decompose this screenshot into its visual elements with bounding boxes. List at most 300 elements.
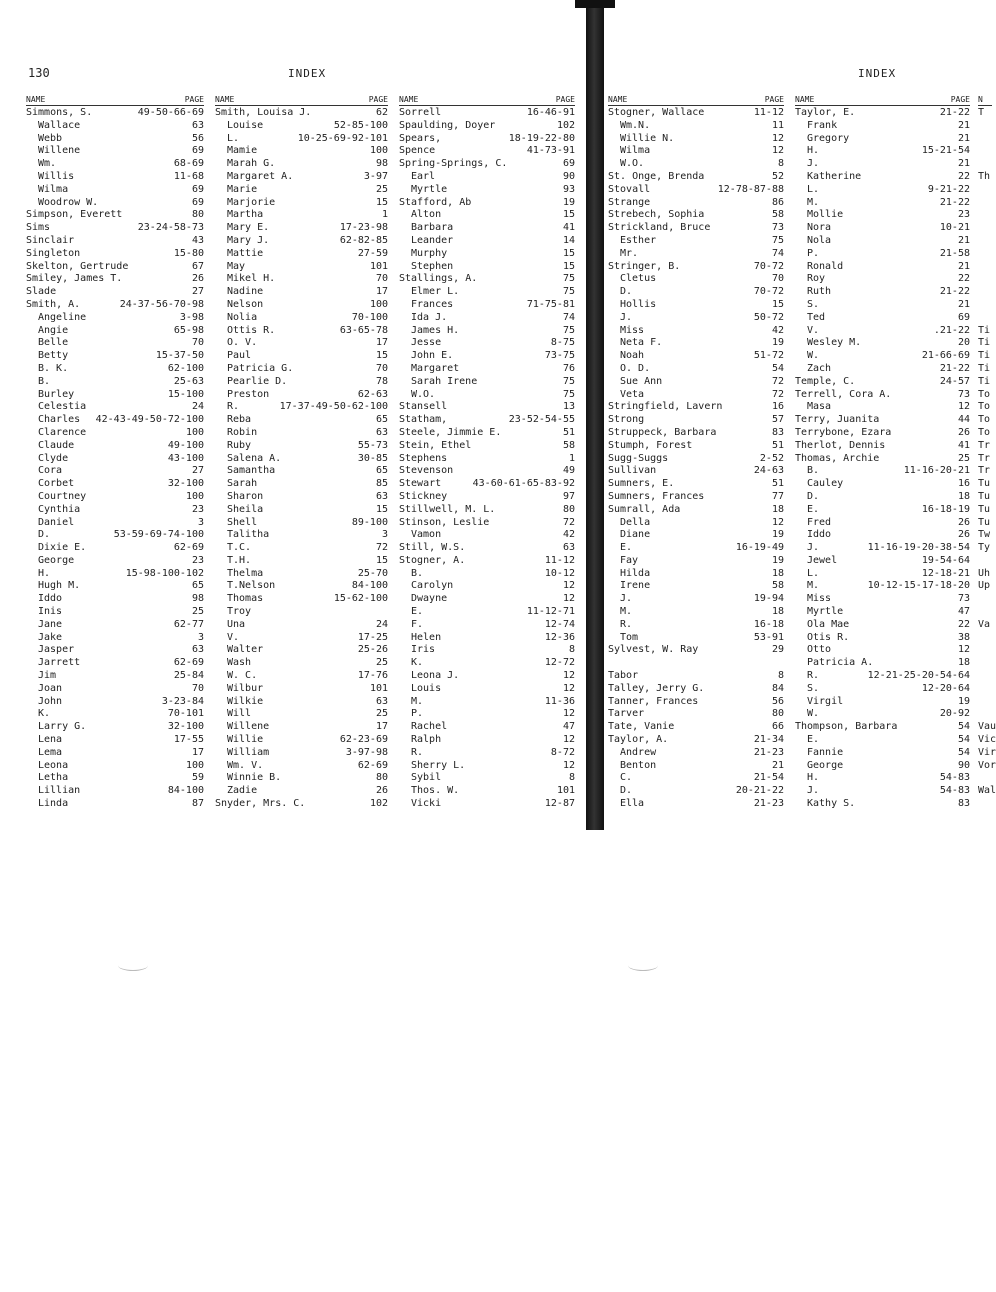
entry-pages: 41 (562, 222, 575, 234)
entry-name: Noah (620, 350, 645, 362)
entry-pages: 102 (556, 119, 575, 131)
index-entry (215, 734, 388, 747)
entry-pages: 12-18-21 (921, 567, 970, 579)
entry-name: Strange (608, 196, 651, 208)
entry-name: Ida J. (411, 311, 448, 323)
entry-pages: 80 (375, 772, 388, 784)
index-entry (795, 453, 970, 466)
entry-pages: 8 (568, 772, 575, 784)
index-entry (399, 133, 575, 146)
entry-name: Sugg-Suggs (608, 452, 669, 464)
entry-name: Spears, (399, 132, 442, 144)
index-entry (795, 120, 970, 133)
entry-pages: 27 (191, 465, 204, 477)
entry-pages: 75 (562, 388, 575, 400)
entry-name: Tate, Vanie (608, 721, 675, 733)
entry-name: Hilda (620, 567, 651, 579)
index-entry (978, 568, 992, 581)
entry-pages: 10-12 (544, 567, 575, 579)
index-entry (215, 772, 388, 785)
entry-name (978, 158, 984, 171)
entry-pages: 18 (771, 606, 784, 618)
index-entry (978, 708, 992, 721)
entry-name: John E. (411, 350, 454, 362)
entry-name: J. (807, 785, 820, 797)
entry-name: Diane (620, 529, 651, 541)
index-entry (399, 696, 575, 709)
entry-name: Pearlie D. (227, 375, 288, 387)
entry-name: Struppeck, Barbara (608, 426, 717, 438)
index-entry (795, 133, 970, 146)
entry-pages: 65-98 (173, 324, 204, 336)
entry-pages: 70-72 (753, 286, 784, 298)
entry-pages: 19 (771, 529, 784, 541)
index-entry (26, 555, 204, 568)
index-entry (978, 209, 992, 222)
index-entry (608, 248, 784, 261)
entry-pages: 58 (562, 439, 575, 451)
index-entry (608, 427, 784, 440)
entry-pages: 70 (191, 682, 204, 694)
name-header: N (978, 95, 983, 104)
entry-pages: 14 (562, 234, 575, 246)
index-entry (795, 325, 970, 338)
entry-name: Nolia (227, 311, 258, 323)
entry-pages: 67 (191, 260, 204, 272)
entry-name: Hugh M. (38, 580, 81, 592)
entry-pages: 21 (957, 234, 970, 246)
index-entry (795, 363, 970, 376)
index-entry (608, 222, 784, 235)
entry-pages: 72 (771, 375, 784, 387)
entry-name: Shell (227, 516, 258, 528)
entry-pages: 21-22 (939, 196, 970, 208)
entry-name: Jewel (807, 554, 838, 566)
entry-name: Dwayne (411, 593, 448, 605)
entry-pages: 73 (771, 222, 784, 234)
index-entry (26, 261, 204, 274)
entry-pages: 3 (381, 529, 388, 541)
entry-pages: 69 (957, 311, 970, 323)
entry-name: Reba (227, 414, 252, 426)
entry-name: Cletus (620, 273, 657, 285)
index-entry (399, 798, 575, 811)
index-entry (978, 644, 992, 657)
index-entry (978, 721, 996, 734)
entry-name: Daniel (38, 516, 75, 528)
index-entry (795, 248, 970, 261)
entry-name: Willie N. (620, 132, 675, 144)
entry-pages: 77 (771, 490, 784, 502)
entry-pages: 73-75 (544, 350, 575, 362)
index-entry (215, 376, 388, 389)
entry-name: Vor (978, 759, 996, 771)
entry-name: Stallings, A. (399, 273, 478, 285)
index-entry (795, 721, 970, 734)
entry-pages: 18 (957, 490, 970, 502)
index-entry (608, 568, 784, 581)
entry-name: May (227, 260, 246, 272)
entry-name: Cauley (807, 478, 844, 490)
index-entry (215, 542, 388, 555)
index-entry (399, 517, 575, 530)
entry-name: Fannie (807, 746, 844, 758)
entry-pages: 52 (771, 170, 784, 182)
index-entry (795, 337, 970, 350)
index-entry (215, 478, 388, 491)
index-entry (978, 734, 996, 747)
entry-name: E. (807, 734, 820, 746)
index-entry (399, 158, 575, 171)
index-entry (399, 389, 575, 402)
entry-pages: 84-100 (351, 580, 388, 592)
entry-name: Jim (38, 670, 57, 682)
index-entry (399, 555, 575, 568)
index-entry (608, 670, 784, 683)
entry-pages: 54 (957, 721, 970, 733)
index-entry (215, 670, 388, 683)
entry-pages: 25-84 (173, 670, 204, 682)
index-entry (215, 747, 388, 760)
entry-name: Sumners, Frances (608, 490, 705, 502)
entry-pages: 17-55 (173, 734, 204, 746)
entry-name: Clyde (38, 452, 69, 464)
index-entry (215, 555, 388, 568)
index-entry (795, 772, 970, 785)
index-entry (26, 171, 204, 184)
index-entry (399, 145, 575, 158)
entry-name (978, 312, 984, 325)
index-entry (215, 440, 388, 453)
entry-pages: 12 (957, 644, 970, 656)
index-entry (399, 414, 575, 427)
index-entry (399, 261, 575, 274)
entry-pages: 3-97 (363, 170, 388, 182)
entry-name: M. (620, 606, 633, 618)
entry-name: Otto (807, 644, 832, 656)
entry-pages: 25 (375, 183, 388, 195)
index-entry (215, 273, 388, 286)
page-header: PAGE (184, 95, 204, 104)
entry-pages: 11-68 (173, 170, 204, 182)
entry-name: Tarver (608, 708, 645, 720)
entry-pages: 15 (562, 247, 575, 259)
index-entry (978, 350, 992, 363)
entry-pages: 12 (562, 734, 575, 746)
index-entry (215, 517, 388, 530)
entry-pages: 17-25 (357, 631, 388, 643)
index-entry (26, 209, 204, 222)
entry-pages: 21-23 (753, 798, 784, 810)
index-entry (978, 606, 992, 619)
entry-pages: 23-24-58-73 (137, 222, 204, 234)
entry-pages: 21 (771, 759, 784, 771)
column-header (795, 95, 970, 106)
index-entry (26, 325, 204, 338)
entry-name: Nora (807, 222, 832, 234)
entry-name: Ronald (807, 260, 844, 272)
entry-pages: 63 (375, 426, 388, 438)
index-entry (795, 209, 970, 222)
entry-pages: 11 (771, 119, 784, 131)
entry-name: Fred (807, 516, 832, 528)
entry-name: Stephens (399, 452, 448, 464)
index-entry (608, 785, 784, 798)
index-entry (26, 593, 204, 606)
index-entry (795, 389, 970, 402)
entry-pages: 11-12-71 (526, 606, 575, 618)
entry-pages: 38 (957, 631, 970, 643)
entry-pages: 24-37-56-70-98 (119, 298, 204, 310)
index-entry (215, 235, 388, 248)
index-entry (795, 760, 970, 773)
entry-pages: 15 (375, 350, 388, 362)
entry-pages: 12-20-64 (921, 682, 970, 694)
entry-name: Tr (978, 439, 991, 451)
entry-name: L. (807, 183, 820, 195)
index-entry (215, 350, 388, 363)
entry-pages: 69 (191, 145, 204, 157)
entry-pages: 100 (369, 298, 388, 310)
index-entry (26, 197, 204, 210)
entry-name: Frances (411, 298, 454, 310)
entry-name: Samantha (227, 465, 276, 477)
entry-name: Ola Mae (807, 618, 850, 630)
entry-pages: 3-97-98 (345, 746, 388, 758)
index-entry (215, 657, 388, 670)
index-entry (26, 696, 204, 709)
entry-name: Mamie (227, 145, 258, 157)
entry-name: Neta F. (620, 337, 663, 349)
entry-pages: 90 (957, 759, 970, 771)
entry-name (978, 593, 984, 606)
entry-name: R. (620, 618, 633, 630)
index-entry (26, 222, 204, 235)
index-entry (399, 657, 575, 670)
entry-pages: 54-83 (939, 772, 970, 784)
index-entry (608, 504, 784, 517)
entry-name: Stumph, Forest (608, 439, 693, 451)
index-entry (608, 389, 784, 402)
entry-name: To (978, 426, 991, 438)
entry-pages: 21-58 (939, 247, 970, 259)
entry-pages: 76 (562, 362, 575, 374)
entry-name: William (227, 746, 270, 758)
index-entries (608, 107, 784, 811)
entry-pages: 66 (771, 721, 784, 733)
entry-pages: 17 (375, 337, 388, 349)
index-entry (26, 235, 204, 248)
entry-pages: 12 (771, 516, 784, 528)
entry-pages: 63-65-78 (339, 324, 388, 336)
entry-name: Snyder, Mrs. C. (215, 798, 306, 810)
entry-name: Tw (978, 529, 991, 541)
index-entry (795, 644, 970, 657)
entry-name: O. V. (227, 337, 258, 349)
entry-name: Lema (38, 746, 63, 758)
index-entry (26, 734, 204, 747)
index-entry (978, 785, 996, 798)
entry-name: J. (620, 593, 633, 605)
entry-pages: 54-83 (939, 785, 970, 797)
entry-name: Myrtle (411, 183, 448, 195)
entry-pages: 11-12 (544, 554, 575, 566)
index-entry (215, 696, 388, 709)
entry-name: Vir (978, 746, 996, 758)
index-entry (26, 376, 204, 389)
index-entry (26, 504, 204, 517)
entry-pages: 12 (771, 132, 784, 144)
index-entry (795, 478, 970, 491)
entry-pages: 11-12 (753, 107, 784, 118)
entry-pages: 62-69 (173, 657, 204, 669)
entry-name: W. (807, 708, 820, 720)
entry-pages: 8-72 (550, 746, 575, 758)
entry-name: Stogner, A. (399, 554, 466, 566)
entry-name: Sorrell (399, 107, 442, 118)
entry-name: T.H. (227, 554, 252, 566)
entry-pages: 55-73 (357, 439, 388, 451)
entry-name: Barbara (411, 222, 454, 234)
page-header: PAGE (764, 95, 784, 104)
index-entry (215, 363, 388, 376)
entry-name: L. (807, 567, 820, 579)
index-entry (399, 376, 575, 389)
entry-name: Angeline (38, 311, 87, 323)
index-entry (399, 286, 575, 299)
index-entry (399, 708, 575, 721)
index-entry (608, 798, 784, 811)
entry-name (978, 273, 984, 286)
entry-name: Skelton, Gertrude (26, 260, 129, 272)
entry-pages: 8 (777, 158, 784, 170)
entry-pages: 29 (771, 644, 784, 656)
entry-name: Wm. (38, 158, 57, 170)
entry-name: Simpson, Everett (26, 209, 123, 221)
entry-name: Thomas (227, 593, 264, 605)
entry-name: J. (620, 311, 633, 323)
entry-pages: 16 (957, 478, 970, 490)
entry-name: Dixie E. (38, 542, 87, 554)
entry-pages: 18 (771, 567, 784, 579)
entry-name: Ti (978, 362, 991, 374)
index-entry (608, 440, 784, 453)
index-entry (399, 184, 575, 197)
index-entry (978, 670, 992, 683)
index-entry (215, 529, 388, 542)
entry-pages: 15 (375, 554, 388, 566)
entry-pages: 25 (375, 708, 388, 720)
right-page-title: INDEX (858, 67, 897, 80)
index-entry (608, 197, 784, 210)
entry-name: Helen (411, 631, 442, 643)
index-entry (608, 312, 784, 325)
entry-name: Otis R. (807, 631, 850, 643)
scan-smudge (118, 960, 148, 971)
entry-pages: 16-18 (753, 618, 784, 630)
entry-name: Sumrall, Ada (608, 503, 681, 515)
index-entry (608, 542, 784, 555)
entry-pages: 43 (191, 234, 204, 246)
entry-name: Iddo (38, 593, 63, 605)
index-entry (399, 478, 575, 491)
entry-pages: 65 (191, 580, 204, 592)
index-entry (399, 568, 575, 581)
entry-pages: 8-75 (550, 337, 575, 349)
entry-name: Wesley M. (807, 337, 862, 349)
index-entry (399, 209, 575, 222)
index-entry (978, 580, 992, 593)
index-entry (608, 133, 784, 146)
entry-name: Mary J. (227, 234, 270, 246)
index-entry (608, 363, 784, 376)
index-entry (978, 696, 992, 709)
index-entry (215, 209, 388, 222)
index-entry (26, 747, 204, 760)
index-entry (795, 683, 970, 696)
index-entry (399, 299, 575, 312)
entry-pages: 100 (185, 759, 204, 771)
index-entry (608, 414, 784, 427)
index-entry (399, 273, 575, 286)
index-entry (399, 120, 575, 133)
entry-name: Mary E. (227, 222, 270, 234)
index-entry (795, 235, 970, 248)
entry-pages: 17 (375, 721, 388, 733)
index-entry (978, 440, 992, 453)
entry-pages (780, 657, 784, 670)
entry-pages: 47 (562, 721, 575, 733)
entry-name: M. (411, 695, 424, 707)
entry-pages: 24-57 (939, 375, 970, 387)
entry-pages: 59 (191, 772, 204, 784)
entry-name (978, 120, 984, 133)
entry-pages: 73 (957, 593, 970, 605)
entry-name: Kathy S. (807, 798, 856, 810)
index-entry (26, 184, 204, 197)
index-entry (978, 542, 992, 555)
index-entry (978, 427, 992, 440)
entry-name: Elmer L. (411, 286, 460, 298)
entry-pages: 12 (562, 593, 575, 605)
entry-name: B. (411, 567, 424, 579)
index-entries (795, 107, 970, 811)
index-entry (795, 542, 970, 555)
entry-name: Steele, Jimmie E. (399, 426, 502, 438)
entry-name: Va (978, 618, 991, 630)
entry-name: Wilkie (227, 695, 264, 707)
name-header: NAME (399, 95, 419, 104)
index-entry (795, 798, 970, 811)
entry-pages: 12 (562, 759, 575, 771)
index-entry (215, 453, 388, 466)
entry-pages: 19 (957, 695, 970, 707)
entry-name: Patricia G. (227, 362, 294, 374)
entry-name: Terrybone, Ezara (795, 426, 892, 438)
entry-name: Talley, Jerry G. (608, 682, 705, 694)
index-entry (608, 453, 784, 466)
entry-name: Ruby (227, 439, 252, 451)
entry-name: Tabor (608, 670, 639, 682)
index-entry (399, 632, 575, 645)
entry-name: Sarah (227, 478, 258, 490)
entry-name: Benton (620, 759, 657, 771)
index-entry (26, 248, 204, 261)
index-entry (795, 171, 970, 184)
entry-name (978, 145, 984, 158)
index-entry (978, 683, 992, 696)
entry-name: D. (807, 490, 820, 502)
